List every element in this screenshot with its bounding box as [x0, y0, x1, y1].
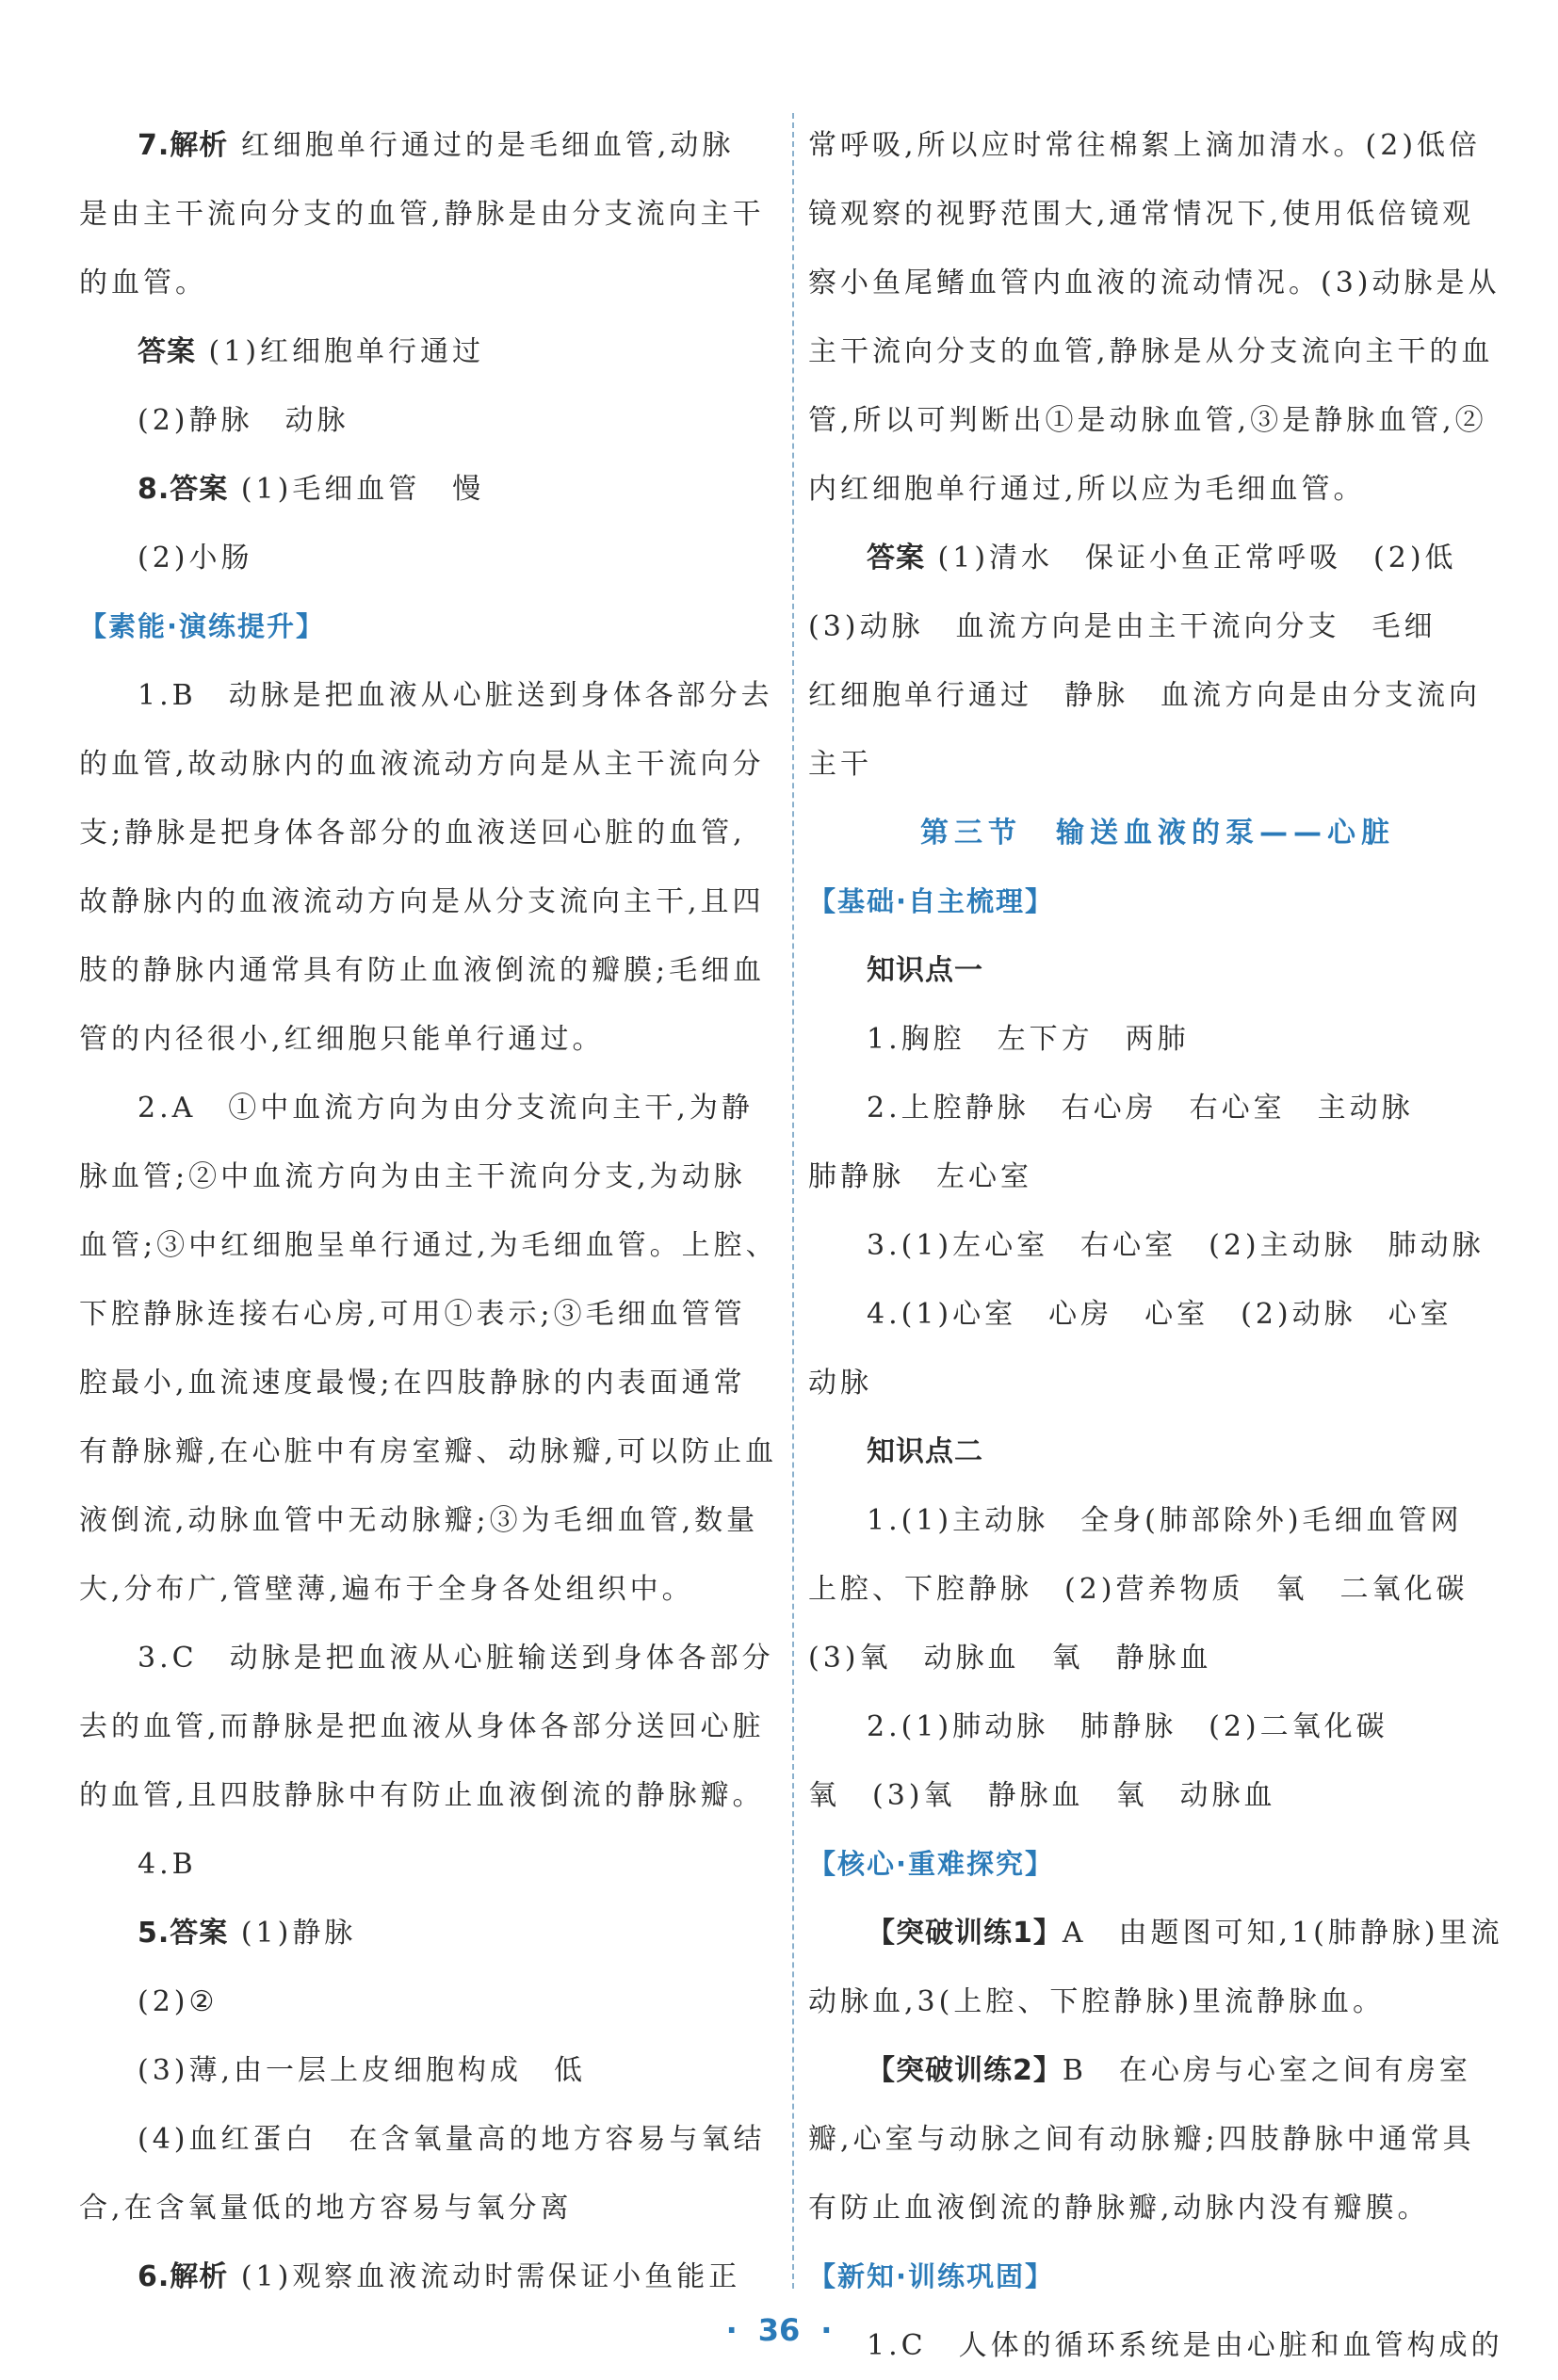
text: 管,所以可判断出①是动脉血管,③是静脉血管,② [808, 404, 1487, 437]
text: 瓣,心室与动脉之间有动脉瓣;四肢静脉中通常具 [808, 2123, 1475, 2156]
text: (2)小肠 [138, 542, 253, 575]
text-line [79, 2105, 776, 2174]
text-line [808, 1967, 1507, 2036]
subheading [808, 936, 1507, 1005]
text: 3.(1)左心室 右心室 (2)主动脉 肺动脉 [867, 1229, 1485, 1262]
text-line [808, 2174, 1507, 2242]
text: 红细胞单行通过 静脉 血流方向是由分支流向 [808, 679, 1481, 712]
text: 红细胞单行通过的是毛细血管,动脉 [228, 129, 735, 162]
text-line [808, 180, 1507, 249]
text-line [808, 661, 1507, 730]
right-column [808, 111, 1507, 2380]
text-line [79, 1211, 776, 1280]
text-line [808, 317, 1507, 386]
text-line [79, 867, 776, 936]
text: 1.胸腔 左下方 两肺 [867, 1023, 1190, 1056]
text: (1)毛细血管 慢 [228, 473, 485, 506]
text-line [808, 249, 1507, 317]
text-line [79, 1486, 776, 1555]
text-line [79, 249, 776, 317]
text: 支;静脉是把身体各部分的血液送回心脏的血管, [79, 817, 746, 850]
text: (4)血红蛋白 在含氧量高的地方容易与氧结 [138, 2123, 766, 2156]
text: 动脉血,3(上腔、下腔静脉)里流静脉血。 [808, 1985, 1386, 2018]
text-line [79, 661, 776, 730]
text: (1)观察血液流动时需保证小鱼能正 [228, 2260, 741, 2293]
subheading-text: 知识点一 [867, 954, 983, 987]
text: 液倒流,动脉血管中无动脉瓣;③为毛细血管,数量 [79, 1504, 759, 1537]
text: 4.(1)心室 心房 心室 (2)动脉 心室 [867, 1298, 1453, 1331]
text: 氧 (3)氧 静脉血 氧 动脉血 [808, 1779, 1276, 1812]
label: 【突破训练2】 [867, 2054, 1063, 2087]
heading-text: 【核心·重难探究】 [808, 1848, 1055, 1880]
text: 主干流向分支的血管,静脉是从分支流向主干的血 [808, 335, 1494, 368]
text: (3)氧 动脉血 氧 静脉血 [808, 1642, 1212, 1675]
text-line [79, 1967, 776, 2036]
text: 肢的静脉内通常具有防止血液倒流的瓣膜;毛细血 [79, 954, 766, 987]
text: 常呼吸,所以应时常往棉絮上滴加清水。(2)低倍 [808, 129, 1482, 162]
text-line [79, 111, 776, 180]
text: (3)动脉 血流方向是由主干流向分支 毛细 [808, 610, 1436, 643]
text: 大,分布广,管壁薄,遍布于全身各处组织中。 [79, 1573, 694, 1606]
text: 有静脉瓣,在心脏中有房室瓣、动脉瓣,可以防止血 [79, 1435, 778, 1468]
text: A 由题图可知,1(肺静脉)里流 [1062, 1917, 1503, 1950]
text-line [79, 2036, 776, 2105]
text-line [79, 2174, 776, 2242]
text: 主干 [808, 748, 872, 781]
page-number-text: 36 [757, 2312, 801, 2348]
label: 7.解析 [138, 129, 229, 162]
text-line [79, 455, 776, 524]
text: 的血管,且四肢静脉中有防止血液倒流的静脉瓣。 [79, 1779, 765, 1812]
text: (2)静脉 动脉 [138, 404, 349, 437]
section-heading [808, 1830, 1507, 1899]
text: 3.C 动脉是把血液从心脏输送到身体各部分 [138, 1642, 774, 1675]
label: 【突破训练1】 [867, 1917, 1063, 1950]
text: 上腔、下腔静脉 (2)营养物质 氧 二氧化碳 [808, 1573, 1469, 1606]
text-line [79, 2242, 776, 2311]
label: 8.答案 [138, 473, 229, 506]
text-line [79, 1555, 776, 1624]
text: (1)红细胞单行通过 [196, 335, 485, 368]
text-line [79, 1074, 776, 1142]
text: 腔最小,血流速度最慢;在四肢静脉的内表面通常 [79, 1367, 746, 1400]
label: 5.答案 [138, 1917, 229, 1950]
chapter-title-text: 第三节 输送血液的泵——心脏 [920, 817, 1395, 850]
text-line [79, 1899, 776, 1967]
text-line [808, 2105, 1507, 2174]
text: (1)清水 保证小鱼正常呼吸 (2)低 [925, 542, 1457, 575]
text: 内红细胞单行通过,所以应为毛细血管。 [808, 473, 1366, 506]
text-line [808, 1074, 1507, 1142]
text: (3)薄,由一层上皮细胞构成 低 [138, 2054, 587, 2087]
text-line [79, 386, 776, 455]
text-line [808, 1899, 1507, 1967]
text-line [79, 1761, 776, 1830]
text-line [79, 936, 776, 1005]
text: B 在心房与心室之间有房室 [1062, 2054, 1471, 2087]
text: 4.B [138, 1848, 197, 1881]
text-line [808, 1005, 1507, 1074]
text: 的血管。 [79, 267, 207, 300]
text-line [79, 1830, 776, 1899]
text-line [808, 1280, 1507, 1349]
text: 动脉 [808, 1367, 872, 1400]
label: 答案 [867, 542, 925, 575]
heading-text: 【素能·演练提升】 [79, 610, 326, 642]
text: 镜观察的视野范围大,通常情况下,使用低倍镜观 [808, 198, 1475, 231]
text-line [808, 111, 1507, 180]
text-line [79, 1417, 776, 1486]
column-divider [792, 113, 794, 2289]
text-line [808, 1555, 1507, 1624]
text-line [808, 1692, 1507, 1761]
text: (2)② [138, 1985, 219, 2018]
text-line [808, 592, 1507, 661]
heading-text: 【新知·训练巩固】 [808, 2260, 1055, 2292]
text-line [79, 730, 776, 799]
chapter-title [808, 799, 1507, 867]
text-line [79, 317, 776, 386]
text: 肺静脉 左心室 [808, 1160, 1032, 1193]
heading-text: 【基础·自主梳理】 [808, 885, 1055, 917]
text: 的血管,故动脉内的血液流动方向是从主干流向分 [79, 748, 765, 781]
text: 察小鱼尾鳍血管内血液的流动情况。(3)动脉是从 [808, 267, 1501, 300]
text-line [808, 1486, 1507, 1555]
text-line [808, 1624, 1507, 1692]
text-line [79, 180, 776, 249]
text: 合,在含氧量低的地方容易与氧分离 [79, 2192, 573, 2225]
text-line [79, 1624, 776, 1692]
text-line [79, 1280, 776, 1349]
text: 下腔静脉连接右心房,可用①表示;③毛细血管管 [79, 1298, 746, 1331]
text: 2.上腔静脉 右心房 右心室 主动脉 [867, 1092, 1414, 1125]
text: 1.C 人体的循环系统是由心脏和血管构成的 [867, 2329, 1503, 2362]
text: 2.A ①中血流方向为由分支流向主干,为静 [138, 1092, 754, 1125]
text-line [808, 524, 1507, 592]
text-line [808, 455, 1507, 524]
label: 6.解析 [138, 2260, 229, 2293]
text-line [808, 1211, 1507, 1280]
text-line [79, 524, 776, 592]
label: 答案 [138, 335, 196, 368]
text-line [79, 1142, 776, 1211]
text: 去的血管,而静脉是把血液从身体各部分送回心脏 [79, 1710, 765, 1743]
text-line [808, 730, 1507, 799]
text: 1.B 动脉是把血液从心脏送到身体各部分去 [138, 679, 773, 712]
text: 2.(1)肺动脉 肺静脉 (2)二氧化碳 [867, 1710, 1388, 1743]
text: 血管;③中红细胞呈单行通过,为毛细血管。上腔、 [79, 1229, 778, 1262]
section-heading [79, 592, 776, 661]
text-line [808, 1349, 1507, 1417]
subheading-text: 知识点二 [867, 1435, 983, 1468]
text: 故静脉内的血液流动方向是从分支流向主干,且四 [79, 885, 765, 918]
text: 管的内径很小,红细胞只能单行通过。 [79, 1023, 605, 1056]
text: 是由主干流向分支的血管,静脉是由分支流向主干 [79, 198, 765, 231]
text-line [808, 1761, 1507, 1830]
text: 脉血管;②中血流方向为由主干流向分支,为动脉 [79, 1160, 746, 1193]
text: (1)静脉 [228, 1917, 357, 1950]
text: 1.(1)主动脉 全身(肺部除外)毛细血管网 [867, 1504, 1463, 1537]
subheading [808, 1417, 1507, 1486]
text-line [79, 1692, 776, 1761]
section-heading [808, 2242, 1507, 2311]
text-line [808, 2036, 1507, 2105]
text-line [79, 1005, 776, 1074]
text-line [79, 799, 776, 867]
text-line [808, 386, 1507, 455]
left-column [79, 111, 776, 2311]
text: 有防止血液倒流的静脉瓣,动脉内没有瓣膜。 [808, 2192, 1430, 2225]
text-line [79, 1349, 776, 1417]
page-number: · 36 · [725, 2312, 833, 2348]
section-heading [808, 867, 1507, 936]
text-line [808, 1142, 1507, 1211]
